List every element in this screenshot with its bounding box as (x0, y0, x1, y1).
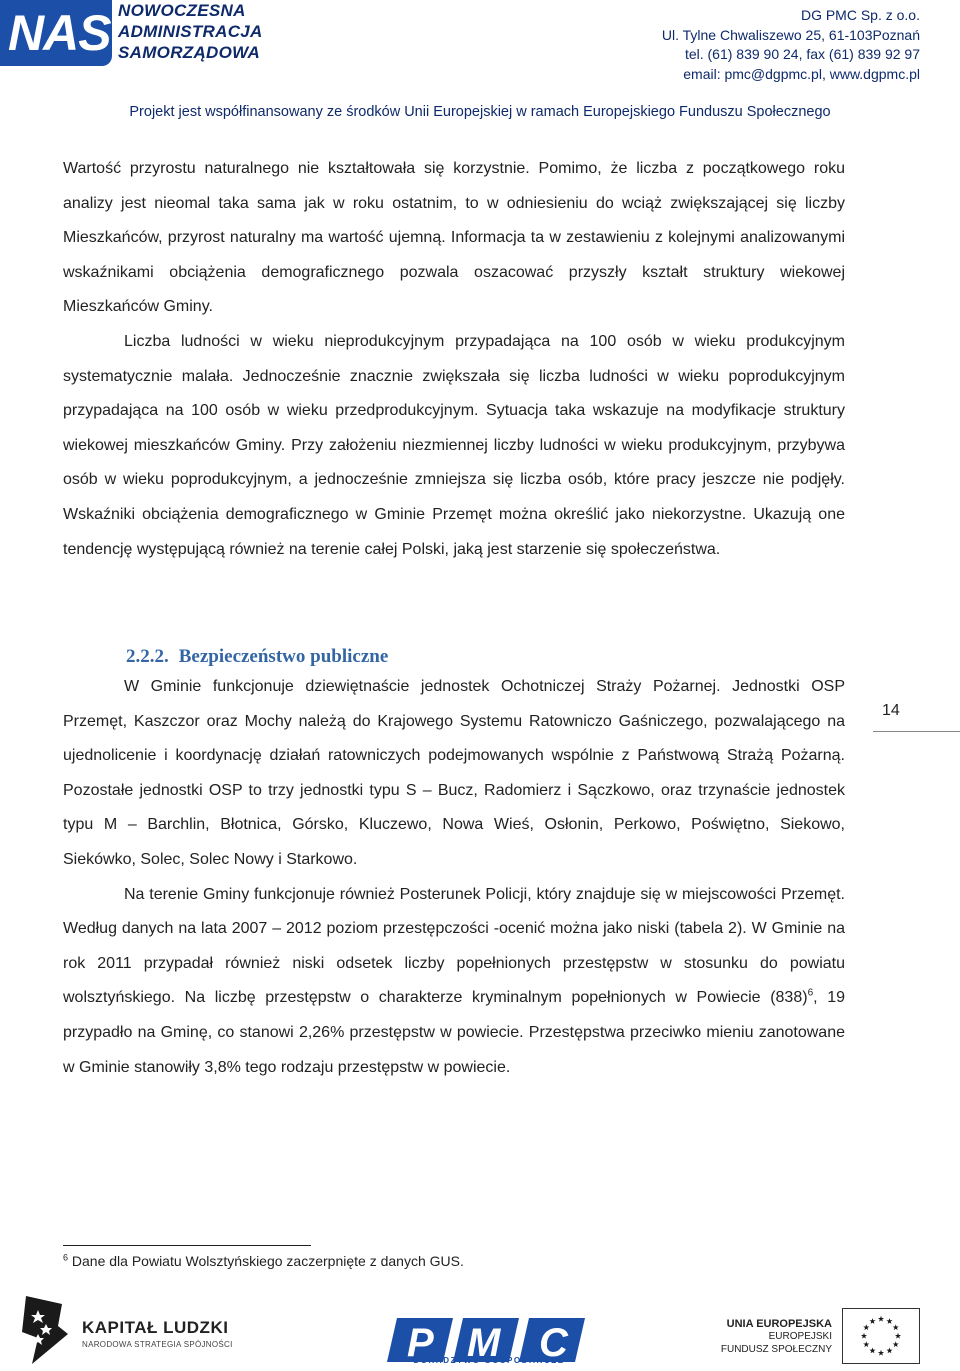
footnote-marker: 6 (63, 1252, 69, 1263)
kl-subtitle: NARODOWA STRATEGIA SPÓJNOŚCI (82, 1340, 233, 1349)
pmc-letter: C (539, 1321, 568, 1364)
section-text (63, 670, 845, 1085)
eu-text (710, 1318, 832, 1356)
page-number-rule (873, 731, 960, 732)
project-funding-line: Projekt jest współfinansowany ze środków Unii Europejskiej w ramach Europejskiego Funduszu Społecznego (129, 104, 831, 120)
paragraph: Wartość przyrostu naturalnego nie kształtowała się korzystnie. Pomimo, że liczba z początkowego roku analizy jest nieomal taka sama jak w roku ostatnim, to w odniesieniu do wciąż zwiększającej się liczby Mieszkańców, przyrost naturalny ma wartość ujemną. Informacja ta w zestawieniu z kolejnymi analizowanymi wskaźnikami obciążenia demograficznego pozwala oszacować przyszły kształt struktury wiekowej Mieszkańców Gminy. (63, 160, 845, 316)
paragraph-text: Na terenie Gminy funkcjonuje również Posterunek Policji, który znajduje się w miejscowości Przemęt. Według danych na lata 2007 – 2012 poziom przestępczości -ocenić można jako niski (tabela 2). W Gminie na rok 2011 przypadał również niski odsetek liczby popełnionych przestępstw w stosunku do powiatu wolsztyńskiego. Na liczbę przestępstw o charakterze kryminalnym popełnionych w Powiecie (838) (63, 885, 845, 1007)
kapital-ludzki-flag-icon (18, 1294, 72, 1366)
paragraph: Liczba ludności w wieku nieprodukcyjnym przypadająca na 100 osób w wieku produkcyjnym systematycznie malała. Jednocześnie znacznie zwiększała się liczba ludności w wieku poprodukcyjnym przypadająca na 100 osób w wieku przedprodukcyjnym. Sytuacja taka wskazuje na modyfikacje struktury wiekowej mieszkańców Gminy. Przy założeniu niezmiennej liczby ludności w wieku produkcyjnym, przybywa osób w wieku poprodukcyjnym, a jednocześnie zmniejsza się liczba osób, które pracy jeszcze nie podjęły. Wskaźniki obciążenia demograficznego w Gminie Przemęt można określić jako niekorzystne. Ukazują one tendencję występującą również na terenie całej Polski, jaką jest starzenie się społeczeństwa. (63, 332, 845, 558)
logo-word: SAMORZĄDOWA (118, 43, 261, 62)
section-heading (126, 646, 398, 668)
company-phone: tel. (61) 839 90 24, fax (61) 839 92 97 (684, 46, 920, 62)
company-name: DG PMC Sp. z o.o. (800, 7, 920, 23)
eu-line: EUROPEJSKI (768, 1331, 832, 1342)
eu-line: FUNDUSZ SPOŁECZNY (720, 1344, 832, 1355)
section-number: 2.2.2. (126, 646, 169, 667)
logo-word: ADMINISTRACJA (118, 22, 263, 41)
pmc-subtitle: DORADZTWO GOSPODARCZE (413, 1356, 565, 1365)
paragraph (63, 878, 845, 1086)
kapital-ludzki-logo (82, 1318, 233, 1349)
eu-flag-icon (842, 1308, 920, 1364)
footnote (63, 1253, 464, 1269)
company-email: email: pmc@dgpmc.pl, www.dgpmc.pl (683, 65, 920, 82)
pmc-letter: M (467, 1321, 501, 1364)
contact-block (662, 6, 920, 84)
pmc-letter: P (407, 1321, 434, 1364)
footnote-text: Dane dla Powiatu Wolsztyńskiego zaczerpnięte z danych GUS. (68, 1253, 464, 1269)
paragraph: W Gminie funkcjonuje dziewiętnaście jednostek Ochotniczej Straży Pożarnej. Jednostki OSP Przemęt, Kaszczor oraz Mochy należą do Krajowego Systemu Ratowniczo Gaśniczego, pozwalającego na ujednolicenie i koordynację działań ratowniczych podejmowanych wspólnie z Państwową Strażą Pożarną. Pozostałe jednostki OSP to trzy jednostki typu S – Bucz, Radomierz i Sączkowo, oraz trzynaście jednostek typu M – Barchlin, Błotnica, Górsko, Kluczewo, Nowa Wieś, Osłonin, Perkowo, Poświętno, Siekowo, Siekówko, Solec, Solec Nowy i Starkowo. (63, 678, 845, 868)
company-address: Ul. Tylne Chwaliszewo 25, 61-103Poznań (661, 26, 920, 43)
eu-line: UNIA EUROPEJSKA (726, 1318, 832, 1330)
section-title: Bezpieczeństwo publiczne (178, 646, 389, 667)
nas-logo-words (118, 0, 278, 63)
logo-word: NOWOCZESNA (118, 1, 246, 20)
nas-logo-text: NAS (8, 5, 111, 61)
footnote-reference[interactable]: 6 (807, 988, 814, 1000)
intro-text (63, 152, 845, 567)
paragraph-text: , 19 przypadło na Gminę, co stanowi 2,26% przestępstw w powiecie. Przestępstwa przeciwko mieniu zanotowane w Gminie stanowiły 3,8% tego rodzaju przestępstw w powiecie. (63, 989, 845, 1076)
nas-logo (0, 0, 112, 66)
page-number: 14 (882, 702, 900, 719)
footnote-divider (63, 1245, 311, 1246)
kl-title: KAPITAŁ LUDZKI (82, 1318, 229, 1337)
page-header (0, 0, 960, 132)
